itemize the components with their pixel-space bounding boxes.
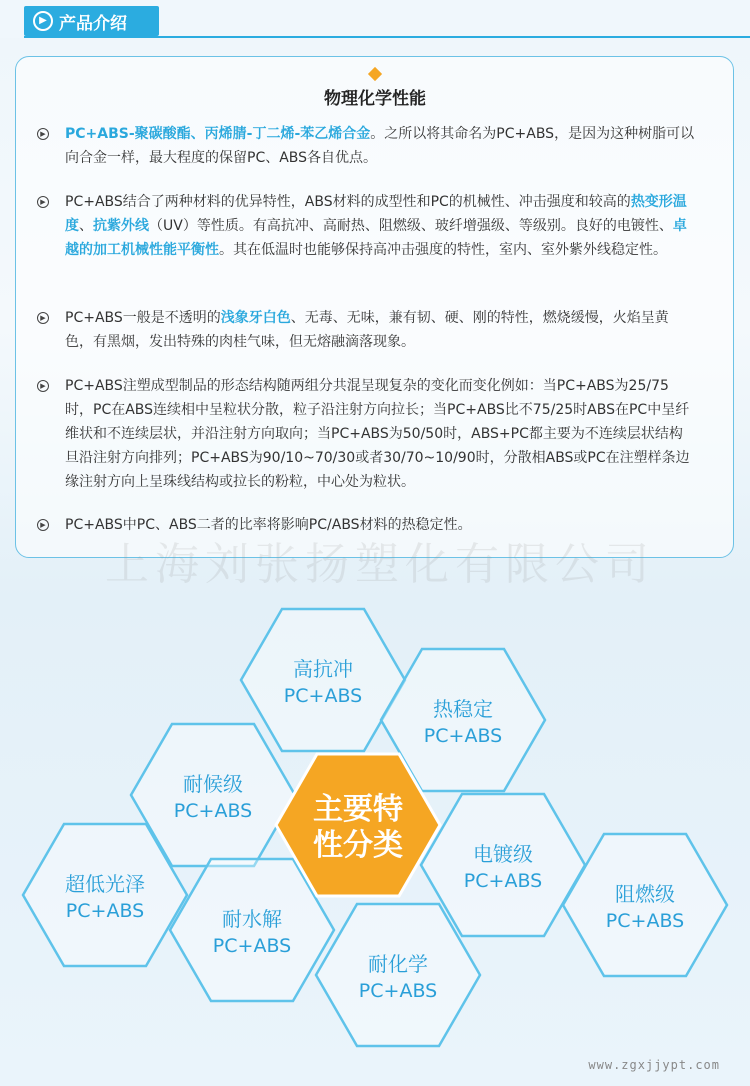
highlight-text: 抗紫外线: [93, 218, 149, 234]
hex-label: 耐水解: [222, 907, 282, 931]
footer-url: www.zgxjjypt.com: [588, 1058, 720, 1072]
paragraph: [65, 190, 695, 262]
section-title: 产品介绍: [59, 13, 127, 34]
hex-label: 热稳定: [433, 697, 493, 721]
hex-label: 耐化学: [368, 952, 428, 976]
hex-sublabel: PC+ABS: [173, 800, 253, 822]
hex-label: 电镀级: [473, 842, 533, 866]
watermark: 上海刘张扬塑化有限公司: [105, 539, 655, 590]
highlight-text: 卓越的加工机械性能平衡性: [65, 218, 687, 258]
section-title-tab: [24, 6, 159, 36]
paragraph-text: PC+ABS结合了两种材料的优异特性，ABS材料的成型性和PC的机械性、冲击强度和较高的: [65, 194, 631, 210]
bullet-icon: ▶: [37, 380, 49, 392]
bullet-icon: ▶: [37, 312, 49, 324]
paragraph-text: PC+ABS一般是不透明的: [65, 310, 221, 326]
hex-label: 高抗冲: [293, 657, 353, 681]
paragraph-text: 、无毒、无味，兼有韧、硬、刚的特性，燃烧缓慢，火焰呈黄色，有黑烟，发出特殊的肉桂气味，但无熔融滴落现象。: [65, 310, 669, 350]
hex-sublabel: PC+ABS: [358, 980, 438, 1002]
center-label: 性分类: [313, 828, 403, 863]
highlight-text: 热变形温度: [65, 194, 687, 234]
paragraph-text: PC+ABS中PC、ABS二者的比率将影响PC/ABS材料的热稳定性。: [65, 517, 472, 533]
paragraph-text: 。之所以将其命名为PC+ABS，是因为这种树脂可以向合金一样，最大程度的保留PC、ABS各自优点。: [65, 126, 695, 166]
hex-sublabel: PC+ABS: [463, 870, 543, 892]
highlight-text: 浅象牙白色: [220, 310, 291, 326]
highlight-text: PC+ABS-聚碳酸酯、丙烯腈-丁二烯-苯乙烯合金: [65, 126, 371, 142]
paragraph: [65, 122, 695, 170]
hex-label: 阻燃级: [615, 882, 675, 906]
center-label: 主要特: [313, 792, 403, 827]
hex-sublabel: PC+ABS: [605, 910, 685, 932]
paragraph: [65, 374, 695, 494]
paragraph-text: 、: [79, 218, 93, 234]
bullet-icon: ▶: [37, 128, 49, 140]
bullet-icon: ▶: [37, 519, 49, 531]
feature-hex-diagram: [0, 590, 750, 1050]
hex-sublabel: PC+ABS: [212, 935, 292, 957]
hex-sublabel: PC+ABS: [283, 685, 363, 707]
hex-sublabel: PC+ABS: [65, 900, 145, 922]
paragraph: [65, 306, 695, 354]
hex-sublabel: PC+ABS: [423, 725, 503, 747]
hex-label: 耐候级: [183, 772, 243, 796]
paragraph-text: （UV）等性质。有高抗冲、高耐热、阻燃级、玻纤增强级、等级别。良好的电镀性、: [149, 218, 673, 234]
paragraph-text: 。其在低温时也能够保持高冲击强度的特性，室内、室外紫外线稳定性。: [219, 242, 667, 258]
bullet-icon: ▶: [37, 196, 49, 208]
chevron-right-icon: ▶: [33, 11, 53, 31]
hex-label: 超低光泽: [65, 872, 145, 896]
paragraph-text: PC+ABS注塑成型制品的形态结构随两组分共混呈现复杂的变化而变化例如：当PC+ABS为25/75时，PC在ABS连续相中呈粒状分散，粒子沿注射方向拉长；当PC+ABS比不75/25时ABS在PC中呈纤维状和不连续层状，并沿注射方向取向；当PC+ABS为50/50时，ABS+PC都主要为不连续层状结构旦沿注射方向排列；PC+ABS为90/10~70/30或者30/70~10/90时，分散相ABS或PC在注塑样条边缘注射方向上呈珠线结构或拉长的粉粒，中心处为粒状。: [65, 378, 690, 490]
title-underline: [24, 36, 750, 38]
card-title: 物理化学性能: [324, 89, 426, 109]
